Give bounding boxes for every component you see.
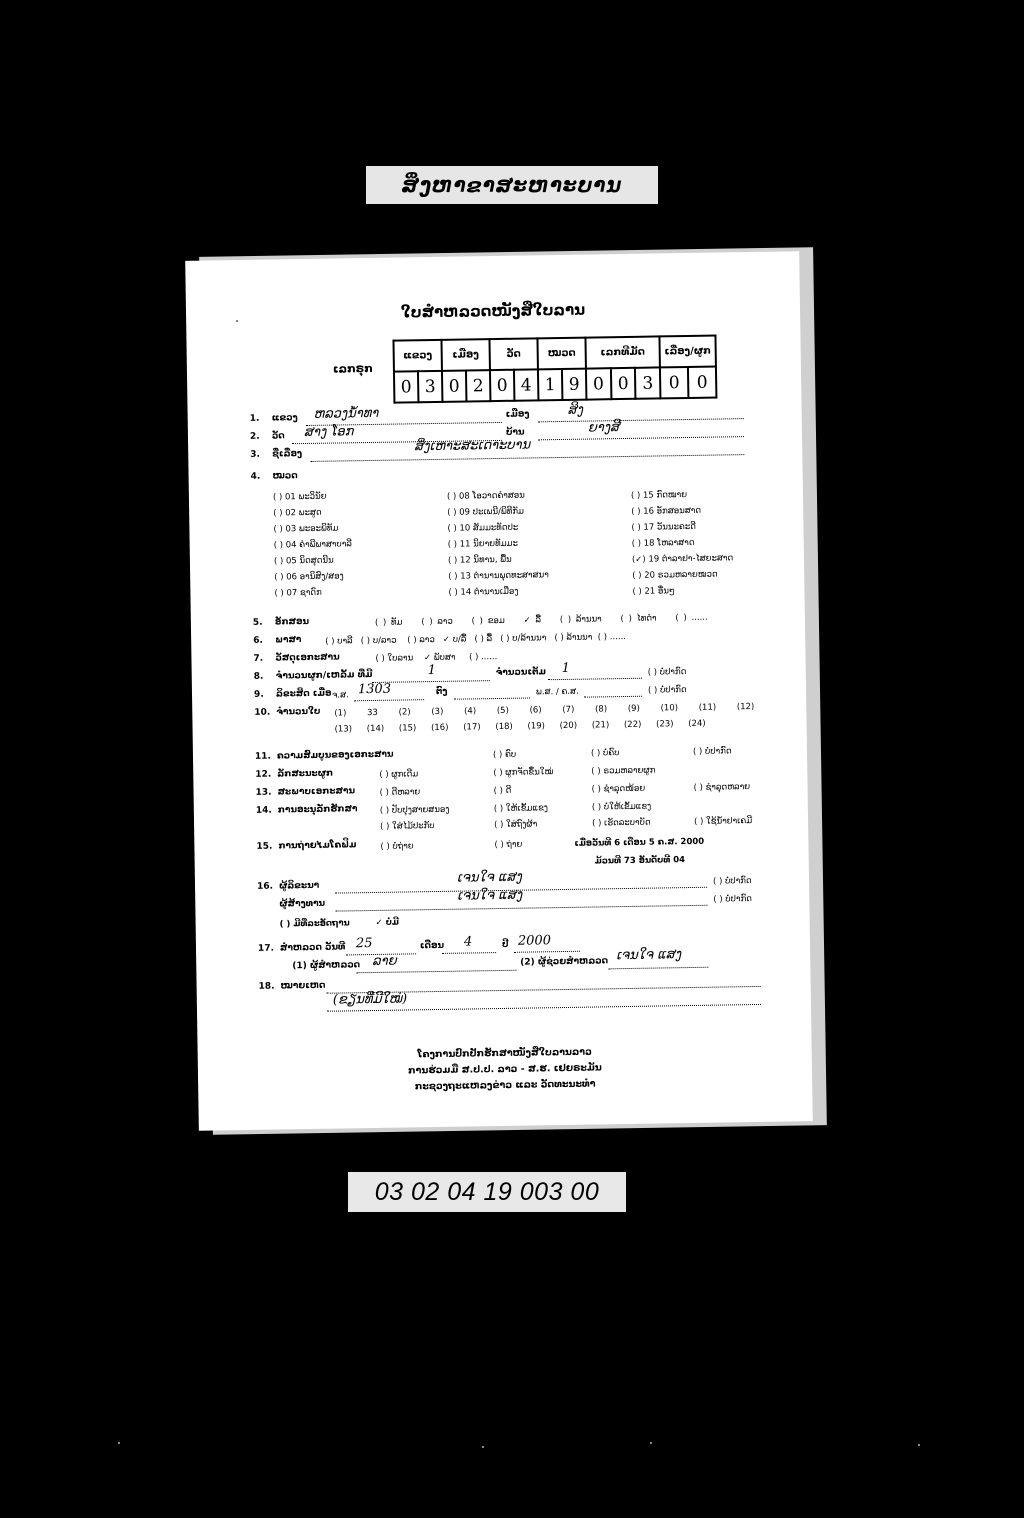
leaf-count-cell: (14) — [366, 723, 385, 735]
category-option: ( ) 13 ຕຳນານພຸດທະສາສນາ — [448, 570, 549, 582]
district-value: ສິງ — [567, 402, 584, 418]
leaf-count-cell: (22) — [623, 719, 642, 731]
ref-header-province: ແຂວງ — [393, 340, 441, 372]
category-option: ( ) 01 ພະວິນັຍ — [272, 491, 327, 503]
province-label: ແຂວງ — [271, 413, 298, 424]
village-value: ຍາງສີ — [587, 420, 620, 436]
donor-line — [335, 905, 707, 912]
leaf-count-cell: (16) — [430, 722, 449, 734]
scribe-label: ຜູ້ລິຂະນາ — [278, 880, 320, 892]
ref-digit: 9 — [562, 369, 586, 400]
condition-option: ( ) ດີຫລາຍ — [379, 787, 421, 798]
category-option: ( ) 08 ໂອວາດຄຳສອນ — [446, 490, 525, 502]
ref-digit: 0 — [586, 368, 611, 399]
field-16-number: 16. — [256, 881, 274, 892]
field-15-number: 15. — [256, 841, 273, 852]
material-options — [375, 652, 497, 664]
complete-count-value: 1 — [561, 660, 571, 677]
assistant-surveyor-line — [608, 967, 708, 970]
written-date-suffix: ພ.ສ. / ຄ.ສ. — [535, 686, 579, 698]
leaf-count-cell: (8) — [594, 704, 608, 715]
survey-month-value: 4 — [463, 934, 473, 950]
language-option: ( ) ບ/ລ້ານນາ — [500, 633, 547, 644]
ref-digit: 2 — [466, 370, 490, 401]
survey-year-line — [514, 951, 580, 953]
language-label: ພາສາ — [275, 635, 302, 646]
province-value: ຫລວງນ້ຳທາ — [313, 405, 379, 422]
field-6-number: 6. — [253, 635, 263, 646]
written-date-mid-line — [454, 698, 530, 700]
title-field-line — [310, 454, 744, 462]
material-label: ວັສດຸເອກະສານ — [275, 652, 340, 664]
field-2-number: 2. — [249, 431, 260, 442]
field-14-number: 14. — [255, 805, 272, 816]
donor-label: ຜູ້ສ້າງທານ — [279, 898, 326, 910]
material-option: ( ) ໃບລານ — [375, 653, 414, 664]
category-column-1 — [273, 488, 353, 601]
leaf-count-cell: (7) — [562, 704, 575, 716]
speck — [918, 1444, 920, 1446]
leaf-count-cell: (23) — [656, 719, 674, 730]
field-13-number: 13. — [255, 787, 272, 798]
condition-label: ສະພາບເອກະສານ — [277, 786, 356, 798]
conservation-option: ( ) ບໍ່ໃຫ້ເຂັ້ມແຂງ — [591, 801, 652, 813]
microfilm-option: ( ) ບໍ່ຖ່າຍ — [380, 841, 414, 852]
survey-year-value: 2000 — [517, 933, 552, 949]
survey-month-label: ເດືອນ — [419, 940, 445, 952]
top-title-label: ສິ່ງຫາຂາສະຫາະບານ — [366, 166, 658, 204]
category-option: ( ) 12 ນິທານ, ພື້ນ — [447, 554, 512, 566]
written-date-prefix: ຈ.ສ. — [331, 690, 349, 701]
bundle-type-option: ( ) ຜູກເດີມ — [379, 769, 419, 780]
field-18-number: 18. — [258, 981, 275, 992]
leaf-count-cell: (20) — [559, 720, 578, 732]
language-option: ✓ ບ/ລື້ — [442, 634, 467, 645]
field-5-number: 5. — [252, 617, 263, 628]
category-option: ( ) 05 ນິດສຸດນີນ — [273, 555, 334, 567]
conservation-option: ( ) ໃຫ້ເຂັ້ມແຂງ — [493, 803, 549, 815]
leaf-count-label: ຈຳນວນໃບ — [276, 706, 321, 718]
language-option: ( ) ລາວ — [407, 635, 435, 646]
village-line — [538, 436, 744, 440]
field-12-number: 12. — [255, 769, 272, 780]
leaf-count-row-1 — [334, 702, 754, 719]
ref-number-label: ເລກຣຸກ — [332, 361, 373, 376]
ref-digit: 0 — [394, 371, 418, 402]
material-option: ( ) ...... — [468, 652, 498, 663]
field-7-number: 7. — [253, 653, 264, 664]
leaf-count-cell: (24) — [688, 718, 706, 730]
leaf-count-cell: (4) — [464, 706, 477, 717]
survey-date-label: ສຳຫລວດ ວັນທີ — [279, 942, 346, 954]
category-option: ( ) 18 ໂຫລາສາດ — [631, 537, 695, 549]
surveyor-line — [356, 970, 516, 974]
complete-count-label: ຈຳນວນເຕັມ — [495, 667, 547, 679]
language-options — [325, 632, 626, 647]
script-option: ( ) ລ້ານນາ — [559, 614, 602, 626]
leaf-count-cell: (21) — [591, 720, 610, 731]
category-label: ໝວດ — [272, 471, 298, 482]
leaf-count-cell: (2) — [398, 707, 411, 718]
ref-digit: 1 — [538, 369, 562, 400]
script-option: ( ) ...... — [675, 612, 708, 624]
category-column-3 — [631, 486, 734, 600]
script-option: ( ) ລາວ — [421, 616, 453, 628]
script-option: ✓ ລື້ — [523, 615, 542, 626]
conservation-option: ( ) ໃຊ້ນ້ຳຢາເຄມີ — [694, 816, 753, 827]
ref-header-fascicle: ເລື່ອງ/ຜູກ — [659, 336, 715, 368]
survey-year-label: ປີ — [501, 939, 509, 950]
condition-option: ( ) ຊຳລຸດຫລາຍ — [693, 782, 751, 793]
speck — [650, 1442, 652, 1444]
script-options — [375, 613, 708, 628]
dedication-option: ( ) ມີທີ່ລະອັດຖານ — [279, 918, 350, 930]
category-option: ( ) 20 ຣວມຫລາຍໝວດ — [632, 569, 718, 581]
speck — [482, 1446, 484, 1448]
leaf-count-cell: (3) — [431, 706, 444, 718]
complete-count-line — [548, 678, 642, 680]
leaf-count-cell: (15) — [398, 723, 417, 734]
remarks-value: (ຂຽນທີ່ມີໃໝ່) — [332, 991, 408, 1008]
field-1-number: 1. — [249, 413, 260, 424]
script-option: ( ) ຂອມ — [471, 615, 505, 627]
category-column-2 — [447, 487, 549, 601]
language-option: ( ) ລື້ — [474, 634, 493, 645]
ref-digit: 0 — [688, 367, 716, 398]
survey-day-value: 25 — [355, 936, 373, 952]
leaf-count-cell: (19) — [527, 721, 546, 732]
scribe-value: ເຈນໃຈ ແສງ — [456, 869, 523, 886]
ref-digit: 4 — [514, 369, 538, 400]
category-option: ( ) 02 ພະສູດ — [273, 507, 322, 519]
assistant-surveyor-value: ເຈນໃຈ ແສງ — [616, 947, 682, 964]
written-date-unknown-option: ( ) ບໍ່ປາກົດ — [647, 685, 687, 696]
dedication-option: ✓ ບໍ່ມີ — [375, 917, 400, 928]
ref-digit: 3 — [635, 367, 660, 398]
scribe-unknown-option: ( ) ບໍ່ປາກົດ — [712, 876, 752, 887]
category-option: ( ) 06 ອານິສົງ/ສອງ — [274, 571, 344, 583]
district-label: ເມືອງ — [505, 409, 530, 420]
bundle-type-option: ( ) ຣວມຫລາຍຜູກ — [591, 765, 656, 777]
written-date-line — [354, 699, 424, 701]
speck — [118, 1442, 120, 1444]
written-date-mid-label: ຕົງ — [435, 686, 448, 697]
conservation-option: ( ) ເຮັດລະບາບັດ — [592, 817, 651, 829]
donor-unknown-option: ( ) ບໍ່ປາກົດ — [713, 894, 753, 905]
ref-digit: 3 — [418, 371, 442, 402]
field-8-number: 8. — [253, 671, 264, 682]
field-9-number: 9. — [253, 689, 264, 700]
category-option: (✓) 19 ຕຳລາຢາ-ໄສຍະສາດ — [631, 553, 734, 565]
leaf-count-cell: (6) — [529, 705, 542, 716]
ref-digit: 0 — [611, 368, 636, 399]
completeness-label: ຄວາມສົມບູນຂອງເອກະສານ — [276, 749, 394, 762]
script-option: ( ) ທັມ — [374, 617, 403, 628]
conservation-option: ( ) ໃສ່ໄມ້ປະກັບ — [380, 821, 435, 832]
title-field-value: ສິ່ງເຫາະສະເດາະບານ — [414, 437, 531, 455]
category-option: ( ) 10 ສັມມະທັດປະ — [447, 522, 519, 534]
ref-digit: 0 — [660, 367, 688, 398]
microfilm-option: ( ) ຖ່າຍ — [494, 839, 523, 851]
script-option: ( ) ໄທດຳ — [620, 613, 657, 625]
footer-cooperation-line: ການຮ່ວມມື ສ.ປ.ປ. ລາວ - ສ.ຮ. ເຢຍຣະມັນ — [407, 1062, 602, 1077]
fascicle-unknown-option: ( ) ບໍ່ປາກົດ — [647, 667, 687, 678]
conservation-option: ( ) ປັບປຸງສາຍສນອງ — [379, 804, 450, 816]
condition-option: ( ) ຊຳລຸດໜ້ອຍ — [591, 783, 646, 795]
condition-option: ( ) ດີ — [493, 785, 512, 797]
temple-label: ວັດ — [271, 431, 285, 442]
language-option: ( ) ບ/ລາວ — [360, 635, 397, 647]
ref-header-temple: ວັດ — [489, 338, 537, 370]
temple-value: ສາງ ໂອກ — [303, 424, 354, 441]
category-option: ( ) 11 ນິຍາຍທັມມະ — [447, 538, 519, 550]
category-option: ( ) 04 ຄຳພີພາສາບາລີ — [273, 539, 352, 551]
script-label: ອັກສອນ — [274, 616, 310, 628]
category-option: ( ) 21 ອື່ນໆ — [632, 586, 675, 597]
microfilm-date: ເມື່ອວັນທີ 6 ເດືອນ 5 ຄ.ສ. 2000 — [574, 836, 705, 849]
category-option: ( ) 14 ຕຳນານເມືອງ — [448, 586, 519, 598]
conservation-label: ການອະນຸລັກຮັກສາ — [277, 804, 358, 816]
remarks-label: ໝາຍເຫດ — [280, 980, 326, 992]
conservation-option: ( ) ໃສ່ຖົງຜ້າ — [494, 819, 538, 831]
fascicle-count-value: 1 — [427, 662, 437, 679]
ref-digit: 0 — [490, 370, 514, 401]
leaf-count-cell: (5) — [496, 705, 509, 717]
leaf-count-cell: (9) — [627, 703, 640, 714]
leaf-count-cell: (11) — [698, 702, 717, 713]
microfilm-label: ການຖ່າຍໄມໂຄຟິມ — [278, 840, 357, 852]
category-option: ( ) 16 ອັກສອນສາດ — [631, 505, 702, 517]
district-line — [538, 418, 744, 422]
ref-digit: 0 — [442, 370, 466, 401]
category-option: ( ) 09 ປະເພນີ/ພິທີກັມ — [447, 506, 525, 518]
language-option: ( ) ບາລີ — [325, 636, 353, 647]
category-option: ( ) 15 ກົດໝາຍ — [630, 490, 688, 501]
donor-value: ເຈນໃຈ ແສງ — [457, 887, 523, 904]
ref-number-table — [392, 335, 717, 404]
language-option: ( ) ...... — [597, 631, 627, 643]
material-option: ✓ ພັບສາ — [423, 652, 456, 664]
bottom-reference-label: 03 02 04 19 003 00 — [348, 1172, 626, 1212]
leaf-count-cell: (18) — [495, 721, 513, 733]
completeness-option: ( ) ບໍ່ປາກົດ — [692, 746, 732, 757]
survey-form-sheet — [185, 251, 813, 1131]
category-option: ( ) 07 ຊາດົກ — [274, 587, 322, 599]
survey-month-line — [442, 952, 496, 954]
field-4-number: 4. — [250, 471, 261, 482]
category-option: ( ) 03 ພະອະພິທັມ — [273, 523, 339, 535]
written-date-suffix-line — [584, 696, 642, 698]
speck — [236, 320, 238, 322]
surveyor-label: (1) ຜູ້ສຳຫລວດ — [292, 960, 361, 972]
field-17-number: 17. — [257, 943, 275, 954]
language-option: ( ) ລ້ານນາ — [554, 632, 593, 644]
form-title: ໃບສຳຫລວດໜັງສືໃບລານ — [400, 300, 586, 322]
written-date-value: 1303 — [357, 681, 392, 698]
leaf-count-cell: (1) 33 — [334, 707, 378, 719]
ref-header-category: ໝວດ — [537, 338, 585, 370]
assistant-surveyor-label: (2) ຜູ້ຊ່ວຍສຳຫລວດ — [520, 956, 609, 968]
leaf-count-cell: (12) — [736, 701, 755, 713]
bundle-type-label: ລັກສະນະຜູກ — [277, 768, 334, 780]
field-11-number: 11. — [254, 751, 272, 762]
microfilm-reel: ມ້ວນທີ 73 ອັນດັບທີ 04 — [594, 855, 686, 867]
footer-ministry-line: ກະຊວງຖະແຫລງຂ່າວ ແລະ ວັດທະນະທຳ — [414, 1078, 596, 1093]
field-3-number: 3. — [250, 449, 261, 460]
ref-header-district: ເມືອງ — [441, 339, 489, 371]
title-field-label: ຊື່ເລື່ອງ — [272, 449, 303, 460]
field-10-number: 10. — [254, 707, 271, 718]
completeness-option: ( ) ຄົບ — [492, 749, 517, 761]
footer-project-line: ໂຄງການປົກປັກຮັກສາໜັງສືໃບລານລາວ — [417, 1046, 592, 1061]
leaf-count-row-2 — [335, 719, 706, 735]
written-date-label: ລິຂະສິດ ເມື່ອ — [275, 688, 332, 700]
fascicle-count-label: ຈຳນວນຜູກ/ເຫລັ້ມ ທີ່ມີ — [275, 669, 373, 682]
village-label: ບ້ານ — [505, 427, 525, 438]
bundle-type-option: ( ) ຜູກຈັດຂຶ້ນໃໝ່ — [493, 767, 554, 779]
leaf-count-cell: (13) — [334, 724, 353, 735]
leaf-count-cell: (17) — [463, 722, 481, 733]
leaf-count-cell: (10) — [660, 703, 679, 714]
ref-header-bundle: ເລກທີມັດ — [585, 336, 659, 368]
category-option: ( ) 17 ວັນນະຄະດີ — [631, 521, 696, 533]
completeness-option: ( ) ບໍ່ຄົບ — [590, 748, 620, 759]
surveyor-value: ລາຍ — [372, 953, 397, 970]
